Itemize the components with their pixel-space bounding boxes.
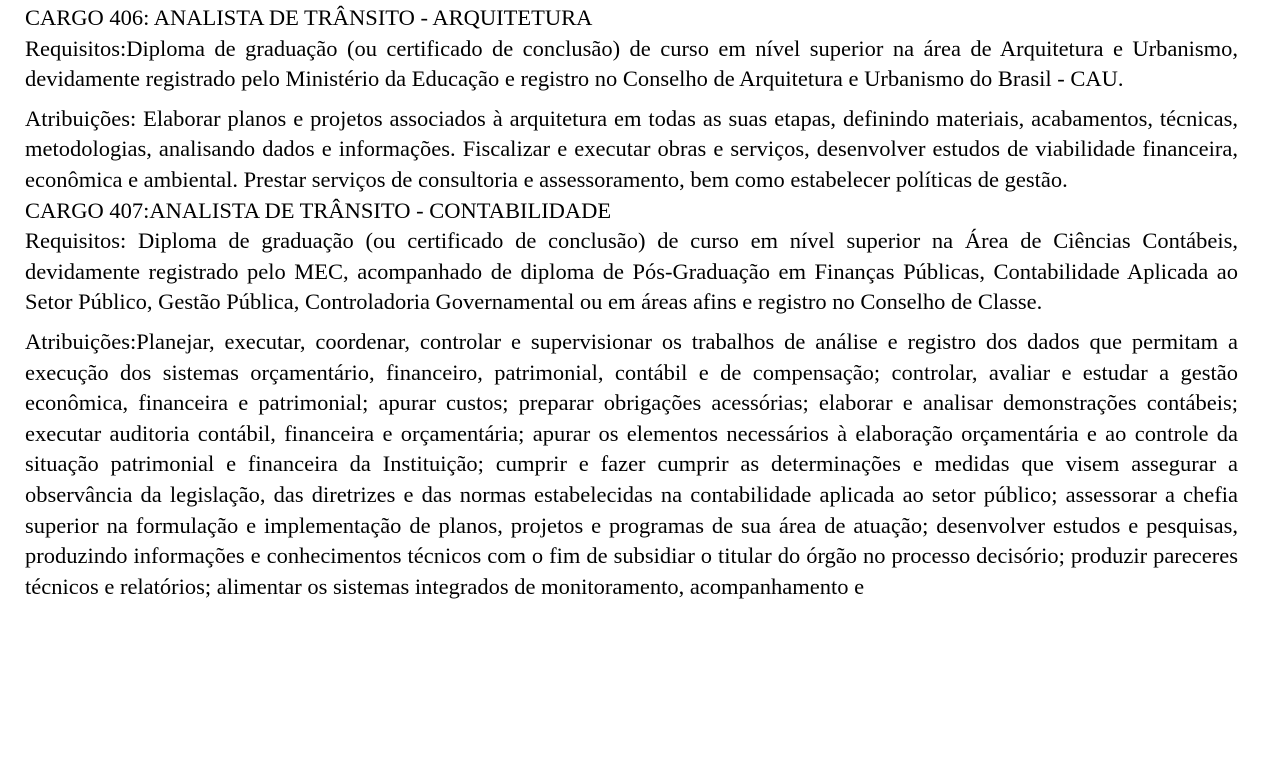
cargo-406-requisitos-paragraph: Requisitos:Diploma de graduação (ou certificado de conclusão) de curso em nível superior na área de Arquitetura e Urbanismo, devidamente registrado pelo Ministério da Educação e registro no Conselho de Arquitetura e Urbanismo do Brasil - CAU. <box>25 35 1238 92</box>
cargo-407-title: CARGO 407:ANALISTA DE TRÂNSITO - CONTABILIDADE <box>25 197 612 223</box>
cargo-407-requisitos-paragraph: Requisitos: Diploma de graduação (ou certificado de conclusão) de curso em nível superior na Área de Ciências Contábeis, devidamente registrado pelo MEC, acompanhado de diploma de Pós-Graduação em Finanças Públicas, Contabilidade Aplicada ao Setor Público, Gestão Pública, Controladoria Governamental ou em áreas afins e registro no Conselho de Classe. <box>25 228 1238 315</box>
cargo-407-atribuicoes-paragraph: Atribuições:Planejar, executar, coordenar, controlar e supervisionar os trabalhos de análise e registro dos dados que permitam a execução dos sistemas orçamentário, financeiro, patrimonial, contábil e de compensação; controlar, avaliar e estudar a gestão econômica, financeira e patrimonial; apurar custos; preparar obrigações acessórias; elaborar e analisar demonstrações contábeis; executar auditoria contábil, financeira e orçamentária; apurar os elementos necessários à elaboração orçamentária e ao controle da situação patrimonial e financeira da Instituição; cumprir e fazer cumprir as determinações e medidas que visem assegurar a observância da legislação, das diretrizes e das normas estabelecidas na contabilidade aplicada ao setor público; assessorar a chefia superior na formulação e implementação de planos, projetos e programas de sua área de atuação; desenvolver estudos e pesquisas, produzindo informações e conhecimentos técnicos com o fim de subsidiar o titular do órgão no processo decisório; produzir pareceres técnicos e relatórios; alimentar os sistemas integrados de monitoramento, acompanhamento e <box>25 328 1238 599</box>
cargo-406-atribuicoes-paragraph: Atribuições: Elaborar planos e projetos associados à arquitetura em todas as suas etapas, definindo materiais, acabamentos, técnicas, metodologias, analisando dados e informações. Fiscalizar e executar obras e serviços, desenvolver estudos de viabilidade financeira, econômica e ambiental. Prestar serviços de consultoria e assessoramento, bem como estabelecer políticas de gestão. <box>25 105 1238 192</box>
cargo-406-title: CARGO 406: ANALISTA DE TRÂNSITO - ARQUITETURA <box>25 5 593 30</box>
